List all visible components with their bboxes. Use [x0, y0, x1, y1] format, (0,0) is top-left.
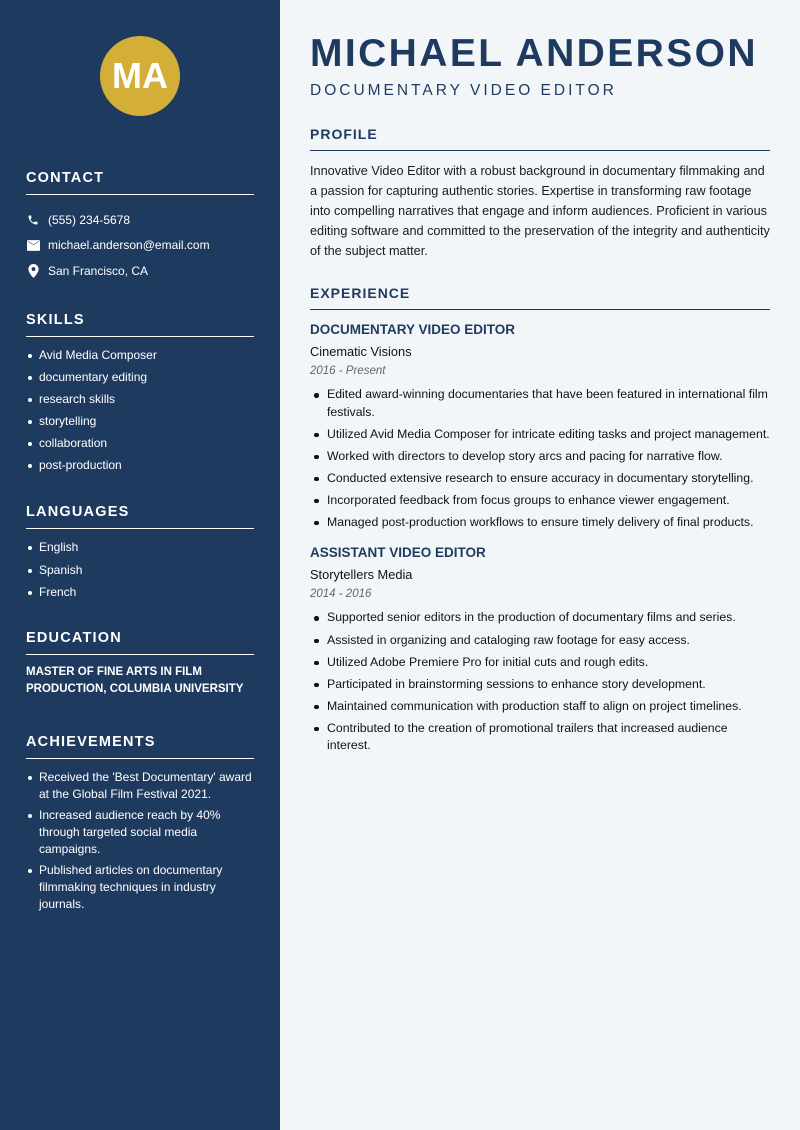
- list-item: Contributed to the creation of promotional trailers that increased audience interest.: [310, 720, 770, 755]
- job-title: DOCUMENTARY VIDEO EDITOR: [310, 322, 516, 337]
- sidebar: [0, 0, 280, 1130]
- skills-list: [26, 347, 254, 475]
- list-item: Utilized Avid Media Composer for intricate editing tasks and project management.: [310, 426, 770, 444]
- list-item: English: [26, 539, 254, 556]
- job-entry: [310, 322, 770, 531]
- contact-title: CONTACT: [26, 170, 254, 195]
- candidate-name: MICHAEL ANDERSON: [310, 32, 758, 75]
- list-item: Participated in brainstorming sessions to enhance story development.: [310, 676, 770, 694]
- job-entry: [310, 545, 770, 754]
- education-title: EDUCATION: [26, 630, 254, 655]
- list-item: storytelling: [26, 413, 254, 430]
- list-item: Supported senior editors in the production of documentary films and series.: [310, 609, 770, 627]
- list-item: Avid Media Composer: [26, 347, 254, 364]
- profile-title: PROFILE: [310, 126, 770, 151]
- avatar-initials: MA: [112, 55, 168, 96]
- contact-email-text: michael.anderson@email.com: [48, 238, 210, 253]
- contact-phone: [26, 207, 254, 233]
- list-item: Increased audience reach by 40% through targeted social media campaigns.: [26, 807, 254, 858]
- list-item: Published articles on documentary filmmaking techniques in industry journals.: [26, 862, 254, 913]
- contact-list: [26, 207, 254, 284]
- job-dates: 2014 - 2016: [310, 588, 372, 601]
- list-item: Assisted in organizing and cataloging raw footage for easy access.: [310, 632, 770, 650]
- job-company: Storytellers Media: [310, 567, 413, 583]
- list-item: Spanish: [26, 562, 254, 579]
- list-item: research skills: [26, 391, 254, 408]
- contact-email: [26, 233, 254, 259]
- job-bullets: [310, 386, 770, 531]
- list-item: documentary editing: [26, 369, 254, 386]
- phone-icon: [26, 213, 40, 227]
- job-dates: 2016 - Present: [310, 365, 386, 377]
- list-item: Incorporated feedback from focus groups to enhance viewer engagement.: [310, 492, 770, 510]
- achievements-list: [26, 769, 254, 913]
- experience-section: [310, 285, 770, 755]
- location-pin-icon: [26, 264, 40, 278]
- achievements-title: ACHIEVEMENTS: [26, 734, 254, 759]
- languages-section: [26, 504, 254, 600]
- job-company: Cinematic Visions: [310, 344, 412, 359]
- skills-section: [26, 312, 254, 475]
- list-item: Managed post-production workflows to ensure timely delivery of final products.: [310, 514, 770, 532]
- list-item: Conducted extensive research to ensure accuracy in documentary storytelling.: [310, 470, 770, 488]
- experience-title: EXPERIENCE: [310, 285, 770, 310]
- job-title: ASSISTANT VIDEO EDITOR: [310, 545, 486, 561]
- list-item: collaboration: [26, 435, 254, 452]
- education-section: [26, 630, 254, 698]
- avatar: [100, 36, 180, 116]
- list-item: Edited award-winning documentaries that have been featured in international film festivals.: [310, 386, 770, 421]
- skills-title: SKILLS: [26, 312, 254, 337]
- contact-phone-text: (555) 234-5678: [48, 212, 131, 227]
- job-bullets: [310, 609, 770, 754]
- languages-list: [26, 539, 254, 600]
- contact-location: [26, 258, 254, 284]
- languages-title: LANGUAGES: [26, 504, 254, 529]
- list-item: Utilized Adobe Premiere Pro for initial cuts and rough edits.: [310, 654, 770, 672]
- profile-section: [310, 126, 770, 261]
- profile-text: Innovative Video Editor with a robust background in documentary filmmaking and a passion for capturing authentic stories. Expertise in transforming raw footage into compelling narratives that engage and inform audiences. Proficient in various editing software and committed to the preservation of the integrity and authenticity of the subject matter.: [310, 164, 770, 258]
- contact-location-text: San Francisco, CA: [48, 263, 149, 278]
- list-item: Worked with directors to develop story arcs and pacing for narrative flow.: [310, 448, 770, 466]
- list-item: French: [26, 584, 254, 601]
- email-icon: [26, 238, 40, 252]
- contact-section: [26, 170, 254, 284]
- candidate-role: DOCUMENTARY VIDEO EDITOR: [310, 82, 617, 99]
- list-item: post-production: [26, 457, 254, 474]
- list-item: Received the 'Best Documentary' award at the Global Film Festival 2021.: [26, 769, 254, 803]
- education-degree: MASTER OF FINE ARTS IN FILM PRODUCTION, COLUMBIA UNIVERSITY: [26, 665, 244, 695]
- list-item: Maintained communication with production staff to align on project timelines.: [310, 698, 770, 716]
- achievements-section: [26, 734, 254, 913]
- main-content: [280, 0, 800, 1130]
